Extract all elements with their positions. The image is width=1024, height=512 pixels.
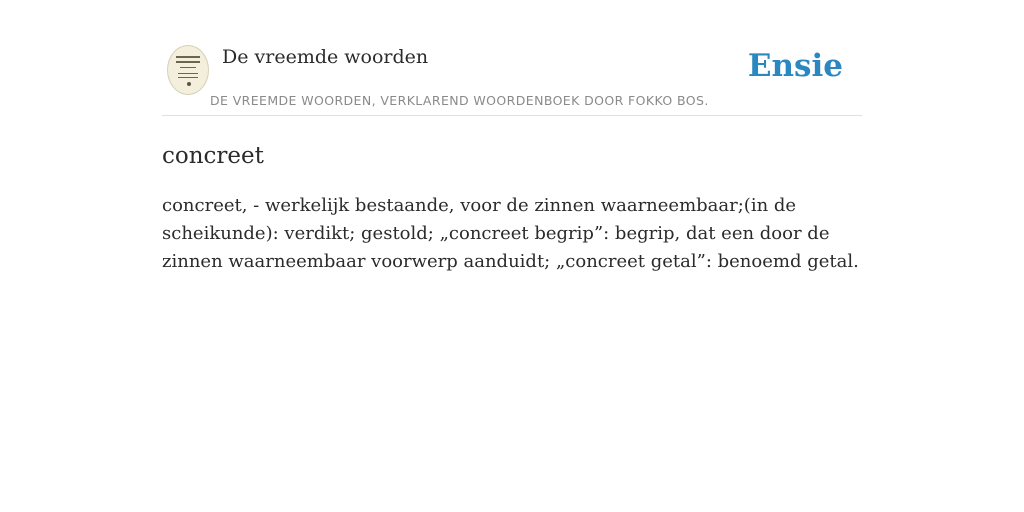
entry-definition: concreet, - werkelijk bestaande, voor de zinnen waarneembaar;(in de scheikunde): verdikt; gestold; „concreet begrip”: begrip, dat een door de zinnen waarneembaar voorwerp aanduidt; „concreet getal”: benoemd getal.	[162, 195, 859, 272]
page-header	[162, 0, 862, 116]
book-cover-icon[interactable]	[167, 45, 209, 95]
brand-logo-link[interactable]: Ensie	[747, 48, 843, 84]
book-subtitle: DE VREEMDE WOORDEN, VERKLAREND WOORDENBOEK DOOR FOKKO BOS.	[210, 93, 709, 108]
page-container	[162, 0, 862, 276]
book-title[interactable]: De vreemde woorden	[222, 46, 429, 68]
entry-term: concreet	[162, 143, 264, 169]
